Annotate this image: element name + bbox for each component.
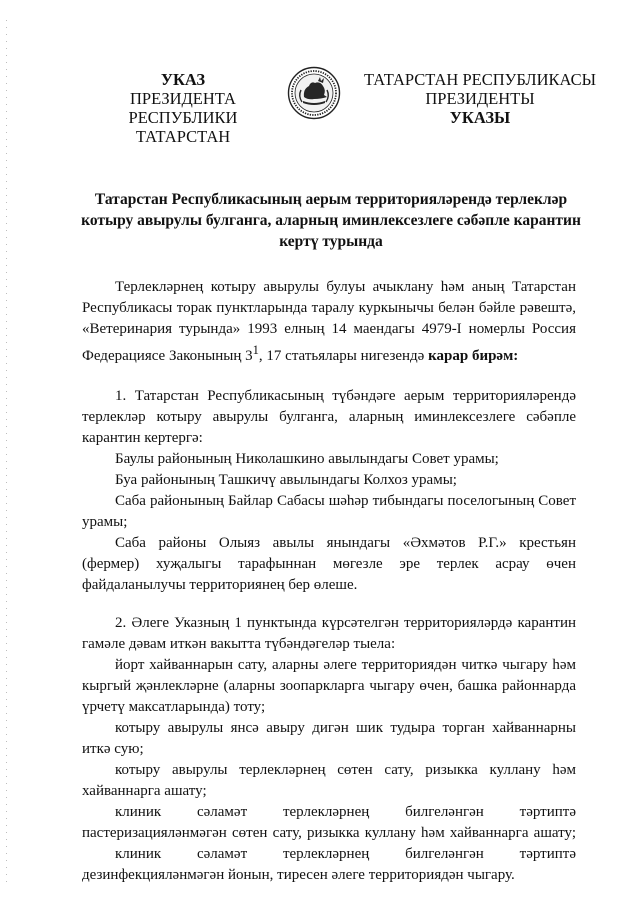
- item2-line2: гамәле дәвам иткән вакытта түбәндәгеләр тыела:: [82, 636, 396, 652]
- preamble-superscript: 1: [252, 343, 259, 357]
- item2-ban-a-line1: йорт хайваннарын сату, аларны әлеге территориядән читкә чыгару һәм: [115, 657, 576, 673]
- preamble-line3: «Ветеринария турында» 1993 елның 14 маендагы 4979-I номерлы Россия: [82, 321, 576, 337]
- item1-location-d-line2: (фермер) хуҗалыгы тарафыннан мөгезле эре терлек асрау өчен: [82, 556, 576, 572]
- preamble-line4: [82, 340, 576, 367]
- item1-location-d-line1: Саба районы Олыяз авылы янындагы «Әхмәтов Р.Г.» крестьян: [115, 535, 576, 551]
- header-right-tatar: [362, 70, 598, 127]
- item2-ban-b-line2: иткә сую;: [82, 741, 144, 757]
- document-header: [0, 66, 640, 146]
- item2-ban-a-line3: үрчетү максатларында) тоту;: [82, 699, 266, 715]
- item1-location-c-line1: Саба районының Байлар Сабасы шәһәр тибындагы поселогының Совет: [115, 493, 576, 509]
- item1-location-b: Буа районының Ташкичү авылындагы Колхоз урамы;: [115, 472, 457, 488]
- header-left-line1: УКАЗ: [160, 70, 206, 89]
- header-left-line3: РЕСПУБЛИКИ ТАТАРСТАН: [128, 108, 238, 146]
- item1-line2: терлекләр котыру авырулы булганга, аларның иминлексезлеге сәбәпле: [82, 409, 576, 425]
- decree-title: [60, 189, 602, 252]
- item1-line3: карантин кертергә:: [82, 430, 203, 446]
- header-right-line3: УКАЗЫ: [449, 108, 511, 127]
- title-line2: котыру авырулы булганга, аларның иминлексезлеге сәбәпле карантин: [81, 212, 581, 229]
- title-line3: кертү турында: [279, 233, 383, 250]
- item2-ban-d-line2: пастеризацияләнмәгән сөтен сату, ризыкка куллану һәм хайваннарга ашату;: [82, 825, 576, 841]
- header-right-line2: ПРЕЗИДЕНТЫ: [425, 89, 535, 108]
- preamble-line4-cont: , 17 статьялары нигезендә: [258, 348, 429, 364]
- item1-location-c-line2: урамы;: [82, 514, 128, 530]
- item2-ban-b-line1: котыру авырулы янсә авыру дигән шик тудыра торган хайваннарны: [115, 720, 576, 736]
- header-left-russian: [83, 70, 283, 146]
- item1-location-d-line3: файдаланылучы территориянең бер өлеше.: [82, 577, 358, 593]
- preamble-line2: Республикасы торак пунктларында таралу куркынычы белән бәйле рәвештә,: [82, 300, 576, 316]
- coat-of-arms-tatarstan-icon: [287, 66, 341, 120]
- item2-line1: 2. Әлеге Указның 1 пунктында күрсәтелгән территорияләрдә карантин: [115, 615, 576, 631]
- header-left-line2: ПРЕЗИДЕНТА: [130, 89, 236, 108]
- item2-ban-e-line2: дезинфекцияләнмәгән йонын, тиресен әлеге территориядән чыгару.: [82, 867, 515, 883]
- preamble-line4-text: Федерациясе Законының 3: [82, 348, 253, 364]
- preamble-line1: Терлекләрнең котыру авырулы булуы ачыклану һәм аның Татарстан: [115, 279, 576, 295]
- item2-ban-c-line1: котыру авырулы терлекләрнең сөтен сату, ризыкка куллану һәм: [115, 762, 576, 778]
- item1-line1: 1. Татарстан Республикасының түбәндәге аерым территорияләрендә: [115, 388, 576, 404]
- header-right-line1: ТАТАРСТАН РЕСПУБЛИКАСЫ: [363, 70, 596, 89]
- item1-location-a: Баулы районының Николашкино авылындагы Совет урамы;: [115, 451, 499, 467]
- item2-ban-a-line2: кыргый җәнлекләрне (аларны зоопаркларга чыгару өчен, башка районнарда: [82, 678, 576, 694]
- item2-ban-e-line1: клиник сәламәт терлекләрнең билгеләнгән тәртиптә: [115, 846, 576, 862]
- title-line1: Татарстан Республикасының аерым территорияләрендә терлекләр: [94, 191, 568, 208]
- item2-ban-c-line2: хайваннарга ашату;: [82, 783, 207, 799]
- item2-ban-d-line1: клиник сәламәт терлекләрнең билгеләнгән тәртиптә: [115, 804, 576, 820]
- margin-dotted-line: [6, 20, 7, 885]
- decree-body: [82, 277, 576, 886]
- preamble-decision: карар бирәм:: [428, 348, 519, 364]
